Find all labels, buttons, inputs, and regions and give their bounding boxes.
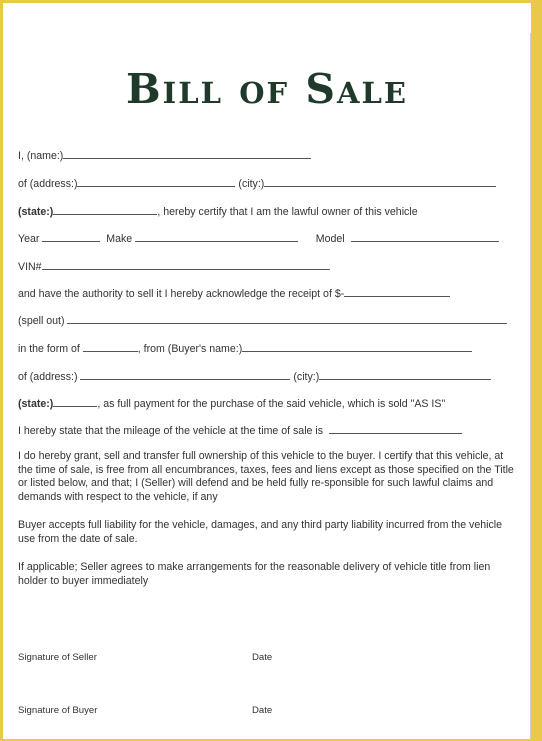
spell-out-row [18, 313, 507, 327]
buyer-state-field[interactable] [53, 396, 97, 407]
spell-out-label: (spell out) [18, 315, 65, 327]
address-label: of (address:) [18, 178, 78, 190]
authority-text: and have the authority to sell it I hereby acknowledge the receipt of $- [18, 288, 345, 300]
year-field[interactable] [42, 231, 100, 242]
liability-paragraph: Buyer accepts full liability for the vehicle, damages, and any third party liability incurred from the vehicle use from the date of sale. [18, 519, 503, 545]
buyer-state-row [18, 396, 445, 410]
form-of-field[interactable] [83, 341, 138, 352]
name-row [18, 148, 311, 162]
buyer-name-label: , from (Buyer's name:) [137, 343, 243, 355]
page-edge-line [530, 33, 531, 739]
buyer-signature-label: Signature of Buyer [18, 705, 98, 716]
certify-text: , hereby certify that I am the lawful owner of this vehicle [157, 206, 418, 218]
name-label: I, (name:) [18, 150, 64, 162]
mileage-field[interactable] [329, 423, 462, 434]
city-label: (city:) [238, 178, 265, 190]
vin-row [18, 259, 330, 273]
buyer-name-field[interactable] [242, 341, 472, 352]
buyer-address-label: of (address:) [18, 371, 78, 383]
address-field[interactable] [77, 176, 235, 187]
buyer-state-label: (state:) [18, 398, 54, 410]
buyer-date-label: Date [252, 705, 273, 716]
state-field[interactable] [53, 204, 157, 215]
mileage-text: I hereby state that the mileage of the vehicle at the time of sale is [18, 425, 324, 437]
state-row [18, 204, 418, 218]
buyer-city-field[interactable] [319, 369, 491, 380]
amount-field[interactable] [344, 286, 450, 297]
authority-row [18, 286, 450, 300]
make-field[interactable] [135, 231, 298, 242]
spell-out-field[interactable] [67, 313, 507, 324]
document-title: Bill of Sale [125, 65, 408, 113]
vin-field[interactable] [42, 259, 330, 270]
name-field[interactable] [63, 148, 311, 159]
mileage-row [18, 423, 462, 437]
year-label: Year [18, 233, 40, 245]
address-row [18, 176, 496, 190]
form-of-label: in the form of [18, 343, 80, 355]
form-row [18, 341, 472, 355]
state-label: (state:) [18, 206, 54, 218]
buyer-city-label: (city:) [293, 371, 320, 383]
full-payment-text: , as full payment for the purchase of the said vehicle, which is sold "AS IS" [97, 398, 446, 410]
seller-signature-label: Signature of Seller [18, 652, 97, 663]
vin-label: VIN# [18, 261, 42, 273]
buyer-address-field[interactable] [80, 369, 290, 380]
vehicle-row [18, 231, 499, 245]
seller-date-label: Date [252, 652, 273, 663]
buyer-address-row [18, 369, 491, 383]
model-label: Model [315, 233, 345, 245]
model-field[interactable] [351, 231, 499, 242]
grant-paragraph: I do hereby grant, sell and transfer full ownership of this vehicle to the buyer. I certify that this vehicle, at the time of sale, is free from all encumbrances, taxes, fees and liens except as those specified on the Title or listed below, and that; I (Seller) will defend and be held fully re-sponsible for such lawful claims and demands with respect to the vehicle, if any [18, 450, 514, 503]
applicable-paragraph: If applicable; Seller agrees to make arrangements for the reasonable delivery of vehicle title from lien holder to buyer immediately [18, 561, 491, 587]
document-page [3, 3, 531, 739]
make-label: Make [106, 233, 133, 245]
city-field[interactable] [264, 176, 496, 187]
